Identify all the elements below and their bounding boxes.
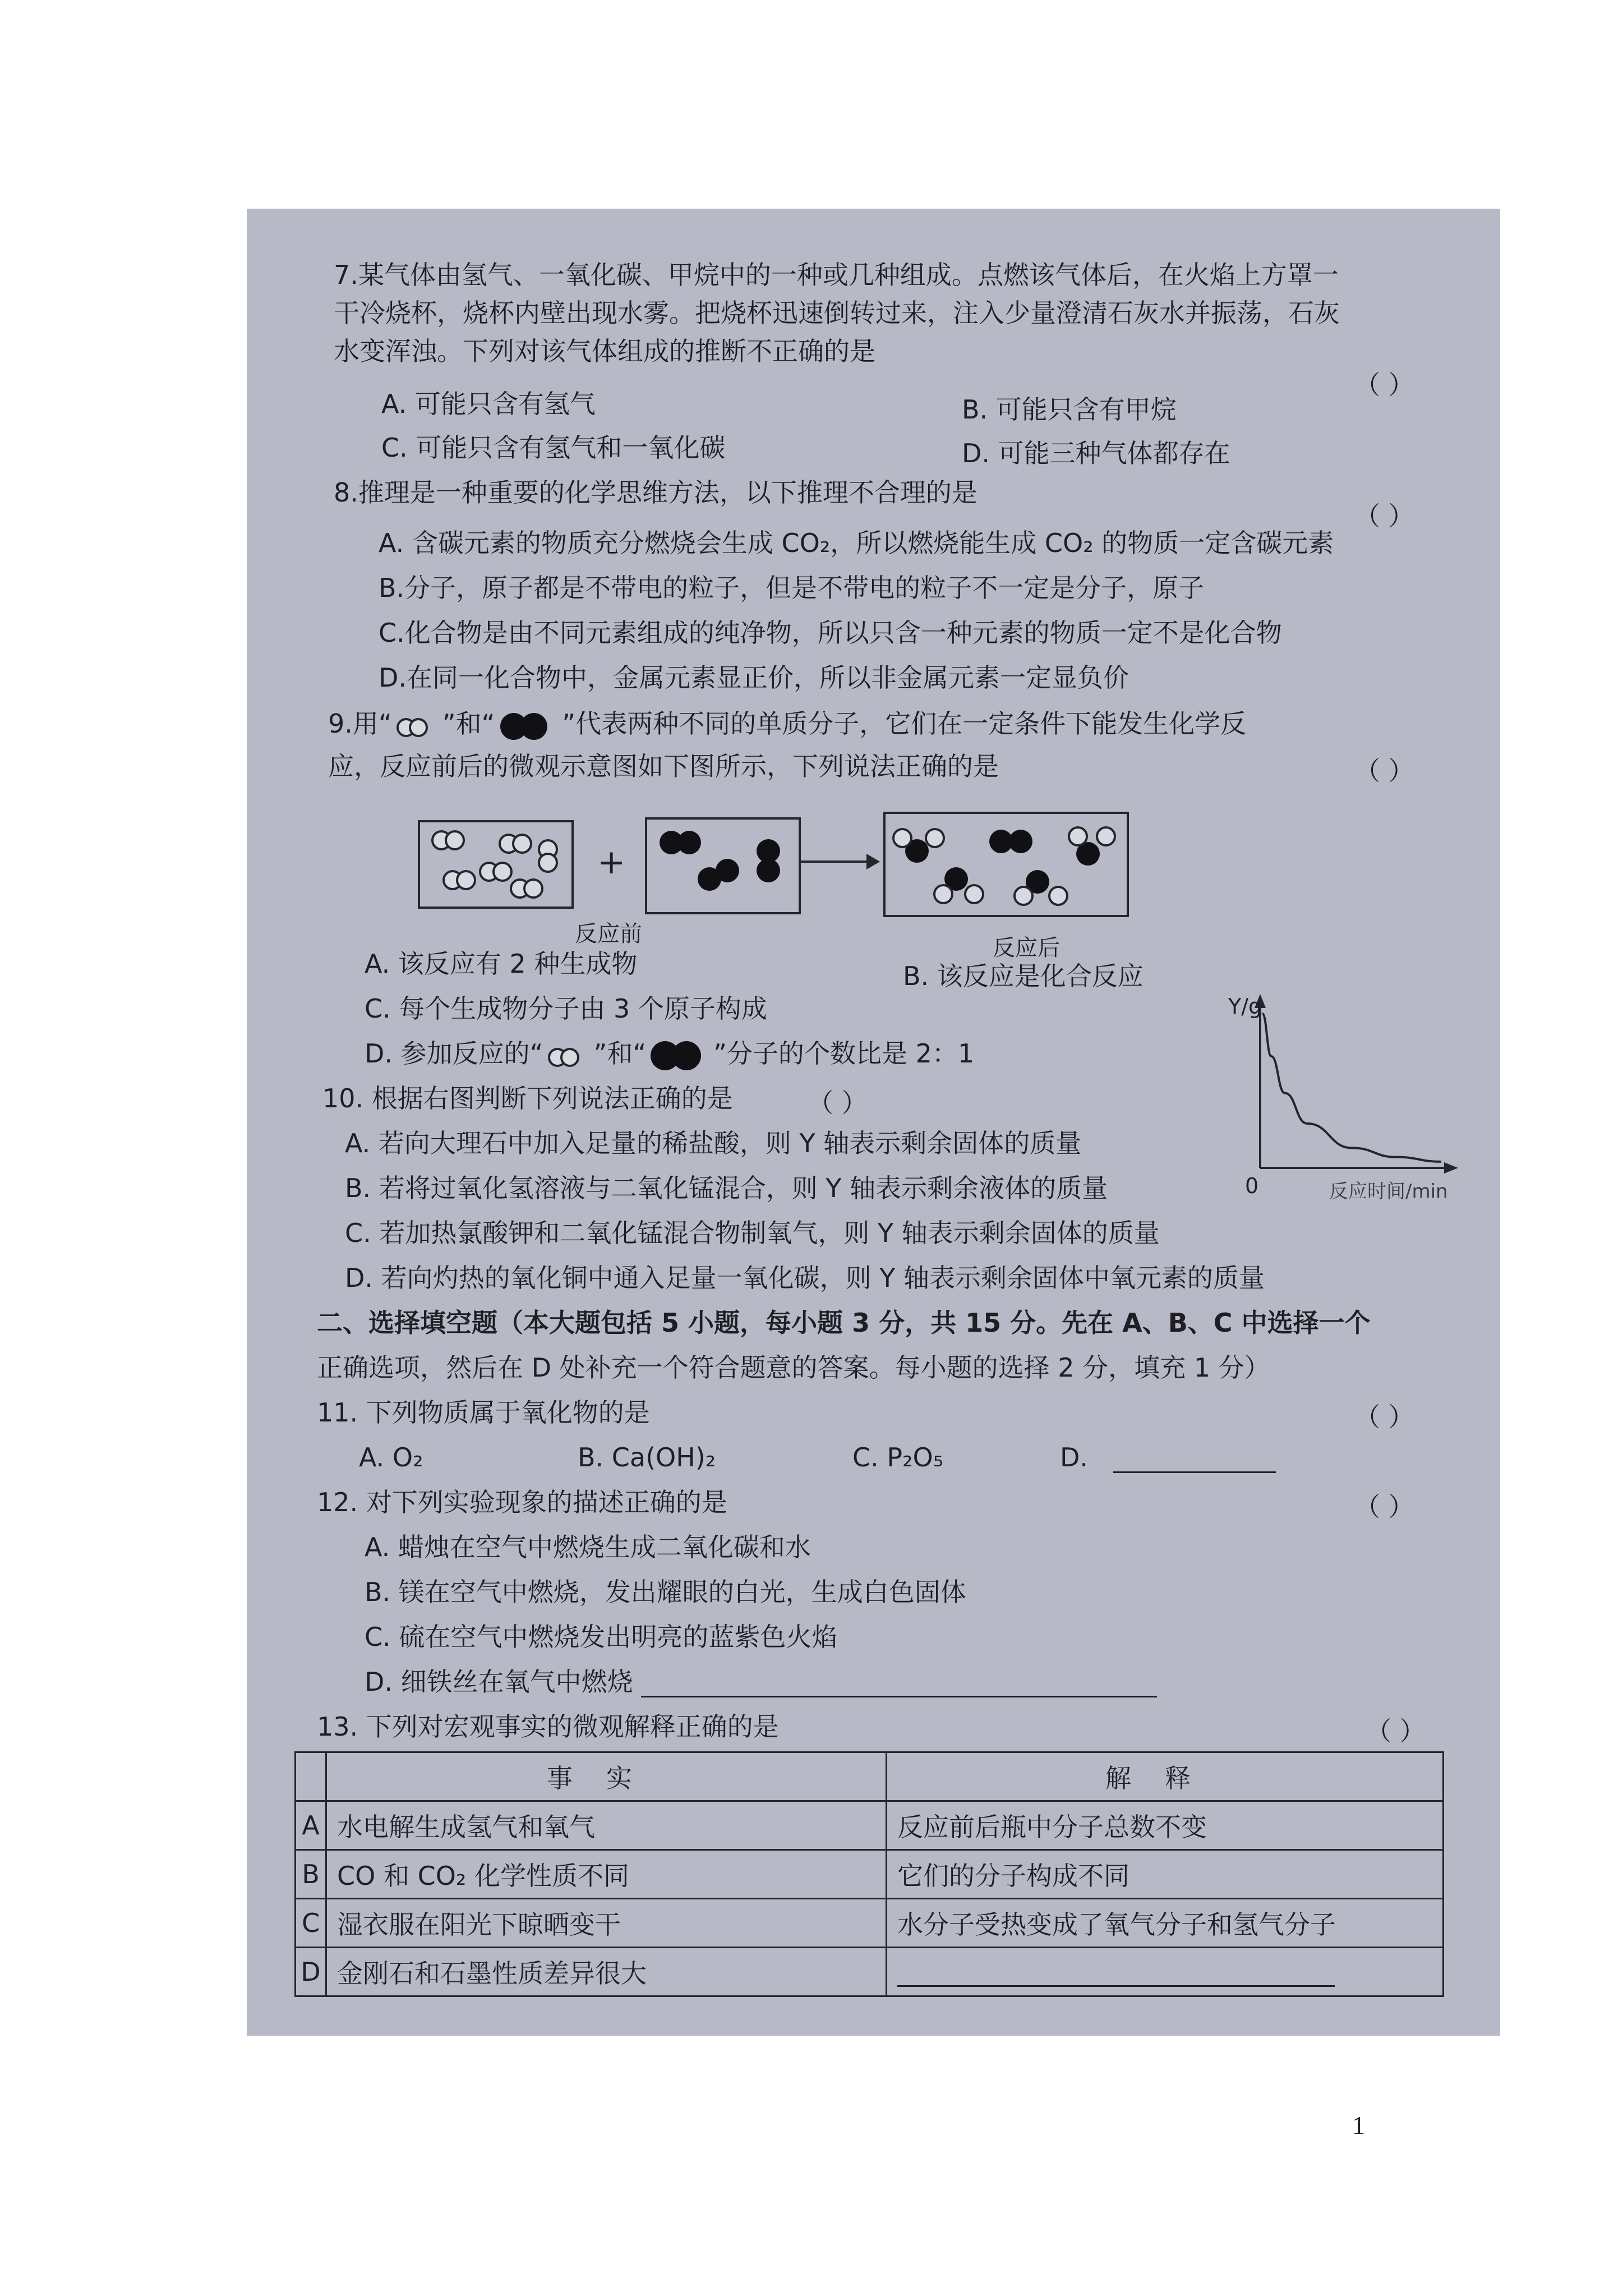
q11-option-a: A. O₂: [359, 1442, 423, 1473]
row-explanation: 它们的分子构成不同: [887, 1850, 1444, 1899]
x-axis-label: 反应时间/min: [1329, 1180, 1448, 1203]
series-curve: [1262, 1014, 1441, 1162]
before-box-white: [418, 820, 574, 909]
q8-option-d: D.在同一化合物中，金属元素显正价，所以非金属元素一定显负价: [379, 662, 1129, 693]
q7-option-a: A. 可能只含有氢气: [381, 389, 596, 419]
q8-option-b: B.分子，原子都是不带电的粒子，但是不带电的粒子不一定是分子，原子: [379, 573, 1205, 603]
x-axis-arrow-icon: [1444, 1162, 1458, 1174]
q8-line1: 8.推理是一种重要的化学思维方法，以下推理不合理的是: [334, 477, 978, 508]
black-molecule-icon: [646, 1040, 713, 1071]
y-axis-label: Y/g: [1228, 994, 1262, 1019]
q8-answer-paren: （ ）: [1354, 501, 1414, 531]
q9-option-d-part1: D. 参加反应的“: [365, 1038, 543, 1069]
q9-line1-part1: 9.用“: [328, 708, 392, 739]
q12-option-a: A. 蜡烛在空气中燃烧生成二氧化碳和水: [365, 1532, 811, 1562]
row-fact: 金刚石和石墨性质差异很大: [326, 1948, 887, 1996]
q7-line3: 水变浑浊。下列对该气体组成的推断不正确的是: [334, 336, 875, 366]
q9-line1-part3: ”代表两种不同的单质分子，它们在一定条件下能发生化学反: [562, 708, 1247, 739]
q10-line-chart: [1225, 991, 1461, 1204]
q12-line1: 12. 对下列实验现象的描述正确的是: [317, 1487, 727, 1517]
q10-line1: 10. 根据右图判断下列说法正确的是: [322, 1083, 733, 1114]
q10-option-a: A. 若向大理石中加入足量的稀盐酸，则 Y 轴表示剩余固体的质量: [345, 1128, 1082, 1158]
q7-line2: 干冷烧杯，烧杯内壁出现水雾。把烧杯迅速倒转过来，注入少量澄清石灰水并振荡，石灰: [334, 298, 1340, 328]
row-fact: CO 和 CO₂ 化学性质不同: [326, 1850, 887, 1899]
q9-option-b: B. 该反应是化合反应: [903, 961, 1144, 991]
q13-table: [294, 1751, 1444, 1997]
q13-answer-paren: （ ）: [1366, 1716, 1426, 1746]
row-letter: B: [296, 1850, 326, 1899]
q8-option-a: A. 含碳元素的物质充分燃烧会生成 CO₂，所以燃烧能生成 CO₂ 的物质一定含碳元素: [379, 528, 1334, 558]
q11-option-b: B. Ca(OH)₂: [578, 1442, 716, 1473]
q12-option-b: B. 镁在空气中燃烧，发出耀眼的白光，生成白色固体: [365, 1577, 966, 1607]
q9-option-c: C. 每个生成物分子由 3 个原子构成: [365, 993, 767, 1024]
row-letter: A: [296, 1801, 326, 1850]
table-row: [296, 1899, 1444, 1948]
q13-line1: 13. 下列对宏观事实的微观解释正确的是: [317, 1711, 779, 1742]
row-explanation[interactable]: [887, 1948, 1444, 1996]
reaction-arrow-icon: [866, 854, 880, 869]
row-explanation: 反应前后瓶中分子总数不变: [887, 1801, 1444, 1850]
q7-option-c: C. 可能只含有氢气和一氧化碳: [381, 432, 726, 463]
row-fact: 湿衣服在阳光下晾晒变干: [326, 1899, 887, 1948]
q11-option-c: C. P₂O₅: [852, 1442, 944, 1473]
before-box-black: [645, 817, 801, 914]
section2-line1: 二、选择填空题（本大题包括 5 小题，每小题 3 分，共 15 分。先在 A、B、C 中选择一个: [317, 1308, 1371, 1338]
row-letter: C: [296, 1899, 326, 1948]
q7-option-b: B. 可能只含有甲烷: [962, 394, 1177, 425]
q12-option-d: [365, 1666, 1157, 1697]
q12-answer-paren: （ ）: [1354, 1492, 1414, 1522]
q12-answer-blank[interactable]: [641, 1668, 1157, 1697]
header-explanation: 解释: [887, 1752, 1444, 1801]
q11-option-d: [1060, 1442, 1276, 1473]
q10-option-d: D. 若向灼热的氧化铜中通入足量一氧化碳，则 Y 轴表示剩余固体中氧元素的质量: [345, 1263, 1265, 1293]
table-row: [296, 1801, 1444, 1850]
reaction-arrow-shaft: [799, 861, 869, 863]
q8-option-c: C.化合物是由不同元素组成的纯净物，所以只含一种元素的物质一定不是化合物: [379, 618, 1282, 648]
label-before-reaction: 反应前: [575, 921, 642, 947]
q10-answer-paren: （ ）: [808, 1088, 868, 1118]
q9-line1: [328, 708, 1246, 740]
table-row: [296, 1948, 1444, 1996]
q9-option-d-part2: ”和“: [593, 1038, 647, 1069]
q11-answer-blank[interactable]: [1113, 1443, 1276, 1473]
q9-option-d-part3: ”分子的个数比是 2：1: [713, 1038, 975, 1069]
table-header-row: [296, 1752, 1444, 1801]
after-box: [883, 812, 1129, 917]
q9-option-d: [365, 1038, 974, 1071]
q12-option-c: C. 硫在空气中燃烧发出明亮的蓝紫色火焰: [365, 1622, 838, 1652]
label-after-reaction: 反应后: [993, 935, 1060, 961]
black-molecule-icon: [495, 712, 562, 740]
q10-option-b: B. 若将过氧化氢溶液与二氧化锰混合，则 Y 轴表示剩余液体的质量: [345, 1173, 1108, 1203]
q11-answer-paren: （ ）: [1354, 1402, 1414, 1432]
exam-page-photo: [247, 209, 1500, 2036]
section2-line2: 正确选项，然后在 D 处补充一个符合题意的答案。每小题的选择 2 分，填充 1 分）: [317, 1352, 1270, 1383]
q9-line2: 应，反应前后的微观示意图如下图所示，下列说法正确的是: [328, 751, 999, 781]
q7-answer-paren: （ ）: [1354, 370, 1414, 400]
q9-line1-part2: ”和“: [442, 708, 495, 739]
q7-option-d: D. 可能三种气体都存在: [962, 438, 1230, 468]
q12-option-d-label: D. 细铁丝在氧气中燃烧: [365, 1667, 633, 1697]
white-molecule-icon: [543, 1045, 594, 1067]
q11-option-d-label: D.: [1060, 1442, 1089, 1473]
q13-answer-blank[interactable]: [897, 1961, 1335, 1987]
q9-answer-paren: （ ）: [1354, 756, 1414, 786]
origin-label: 0: [1245, 1174, 1259, 1198]
white-molecule-icon: [392, 715, 442, 737]
table-row: [296, 1850, 1444, 1899]
plus-sign: +: [597, 843, 626, 882]
page-number: 1: [1352, 2111, 1365, 2139]
q7-line1: 7.某气体由氢气、一氧化碳、甲烷中的一种或几种组成。点燃该气体后，在火焰上方罩一: [334, 260, 1339, 290]
row-fact: 水电解生成氢气和氧气: [326, 1801, 887, 1850]
q10-option-c: C. 若加热氯酸钾和二氧化锰混合物制氧气，则 Y 轴表示剩余固体的质量: [345, 1218, 1160, 1248]
header-fact: 事实: [326, 1752, 887, 1801]
q11-line1: 11. 下列物质属于氧化物的是: [317, 1397, 650, 1428]
row-letter: D: [296, 1948, 326, 1996]
row-explanation: 水分子受热变成了氧气分子和氢气分子: [887, 1899, 1444, 1948]
q9-option-a: A. 该反应有 2 种生成物: [365, 949, 638, 979]
